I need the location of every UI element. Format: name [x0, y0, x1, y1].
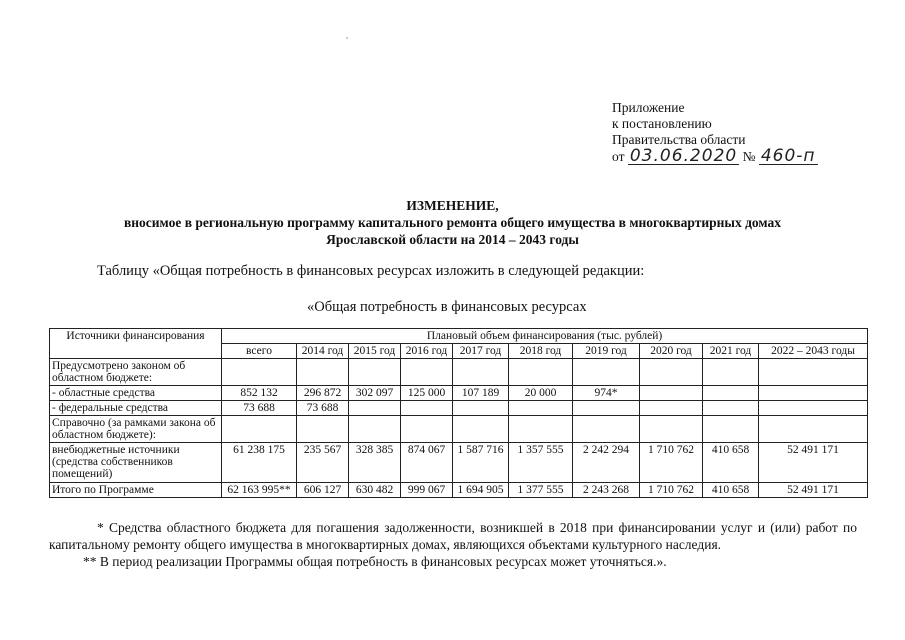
table-row	[50, 401, 868, 416]
table-cell: 52 491 171	[759, 443, 868, 483]
table-cell	[640, 401, 703, 416]
table-cell: 62 163 995**	[222, 483, 297, 498]
table-row	[50, 416, 868, 443]
handwritten-number: 460-п	[760, 146, 816, 166]
handwritten-date: 03.06.2020	[629, 146, 738, 166]
appendix-line: к постановлению	[612, 116, 712, 131]
table-cell: 1 377 555	[509, 483, 573, 498]
footnote: * Средства областного бюджета для погашения задолженности, возникшей в 2018 при финансировании услуг и (или) работ по капитальному ремонту общего имущества в многоквартирных домах, являющихся объектами культурного наследия.	[49, 520, 857, 552]
row-label: - областные средства	[50, 386, 222, 401]
table-cell	[640, 359, 703, 386]
table-cell: 328 385	[349, 443, 401, 483]
document-title: ИЗМЕНЕНИЕ,	[406, 198, 499, 213]
table-cell: 410 658	[703, 443, 759, 483]
table-cell: 1 710 762	[640, 483, 703, 498]
column-header: 2022 – 2043 годы	[759, 344, 868, 359]
table-cell: 410 658	[703, 483, 759, 498]
intro-paragraph: Таблицу «Общая потребность в финансовых ресурсах изложить в следующей редакции:	[97, 263, 645, 279]
table-cell	[453, 416, 509, 443]
table-cell	[759, 359, 868, 386]
table-cell	[759, 386, 868, 401]
table-cell: 606 127	[297, 483, 349, 498]
table-cell: 302 097	[349, 386, 401, 401]
table-cell	[401, 359, 453, 386]
table-cell	[640, 416, 703, 443]
column-header: 2016 год	[401, 344, 453, 359]
row-label: Итого по Программе	[50, 483, 222, 498]
table-body	[50, 359, 868, 498]
document-subtitle: вносимое в региональную программу капитального ремонта общего имущества в многоквартирных домах	[123, 215, 782, 230]
table-cell: 874 067	[401, 443, 453, 483]
table-cell: 73 688	[297, 401, 349, 416]
source-header: Источники финансирования	[50, 329, 222, 359]
table-cell	[573, 359, 640, 386]
table-cell	[349, 416, 401, 443]
table-cell	[509, 359, 573, 386]
row-label: внебюджетные источники (средства собственников помещений)	[50, 443, 222, 483]
table-cell: 296 872	[297, 386, 349, 401]
table-cell	[401, 401, 453, 416]
table-cell	[349, 401, 401, 416]
table-row	[50, 359, 868, 386]
table-row	[50, 443, 868, 483]
table-cell	[349, 359, 401, 386]
column-header: 2017 год	[453, 344, 509, 359]
column-header: 2018 год	[509, 344, 573, 359]
column-header: 2015 год	[349, 344, 401, 359]
scan-speck	[346, 37, 348, 39]
table-cell	[509, 401, 573, 416]
table-cell	[703, 386, 759, 401]
table-cell: 2 242 294	[573, 443, 640, 483]
column-header: 2020 год	[640, 344, 703, 359]
table-cell	[759, 401, 868, 416]
column-header: 2019 год	[573, 344, 640, 359]
table-cell: 974*	[573, 386, 640, 401]
table-cell: 999 067	[401, 483, 453, 498]
number-label: №	[742, 149, 756, 164]
table-cell: 52 491 171	[759, 483, 868, 498]
financing-table	[49, 328, 868, 498]
table-cell: 1 694 905	[453, 483, 509, 498]
appendix-line: Правительства области	[612, 132, 746, 147]
appendix-date-line	[612, 148, 818, 165]
plan-header: Плановый объем финансирования (тыс. рублей)	[222, 329, 868, 344]
table-cell	[297, 416, 349, 443]
table-cell	[759, 416, 868, 443]
column-header: 2021 год	[703, 344, 759, 359]
row-label: Справочно (за рамками закона об областном бюджете):	[50, 416, 222, 443]
table-cell	[573, 401, 640, 416]
table-cell: 2 243 268	[573, 483, 640, 498]
table-cell	[453, 401, 509, 416]
table-cell	[453, 359, 509, 386]
appendix-line: Приложение	[612, 100, 685, 115]
column-header: 2014 год	[297, 344, 349, 359]
table-cell	[703, 416, 759, 443]
table-cell	[703, 359, 759, 386]
table-cell	[297, 359, 349, 386]
table-cell: 630 482	[349, 483, 401, 498]
table-cell: 1 710 762	[640, 443, 703, 483]
footnotes	[49, 519, 857, 570]
table-row	[50, 483, 868, 498]
table-cell: 1 587 716	[453, 443, 509, 483]
table-cell: 20 000	[509, 386, 573, 401]
table-cell: 852 132	[222, 386, 297, 401]
appendix-block	[612, 100, 818, 165]
document-subtitle: Ярославской области на 2014 – 2043 годы	[326, 232, 579, 247]
table-header-row	[50, 329, 868, 344]
table-cell	[401, 416, 453, 443]
column-header: всего	[222, 344, 297, 359]
table-row	[50, 386, 868, 401]
table-cell	[640, 386, 703, 401]
table-cell	[222, 359, 297, 386]
table-cell: 107 189	[453, 386, 509, 401]
table-cell: 61 238 175	[222, 443, 297, 483]
from-label: от	[612, 149, 625, 164]
table-cell	[509, 416, 573, 443]
table-caption: «Общая потребность в финансовых ресурсах	[307, 299, 587, 315]
table-cell: 73 688	[222, 401, 297, 416]
table-cell: 1 357 555	[509, 443, 573, 483]
table-cell	[703, 401, 759, 416]
footnote: ** В период реализации Программы общая потребность в финансовых ресурсах может уточняться.».	[83, 554, 667, 569]
table-cell: 235 567	[297, 443, 349, 483]
row-label: - федеральные средства	[50, 401, 222, 416]
table-cell	[573, 416, 640, 443]
table-cell	[222, 416, 297, 443]
row-label: Предусмотрено законом об областном бюджете:	[50, 359, 222, 386]
table-cell: 125 000	[401, 386, 453, 401]
